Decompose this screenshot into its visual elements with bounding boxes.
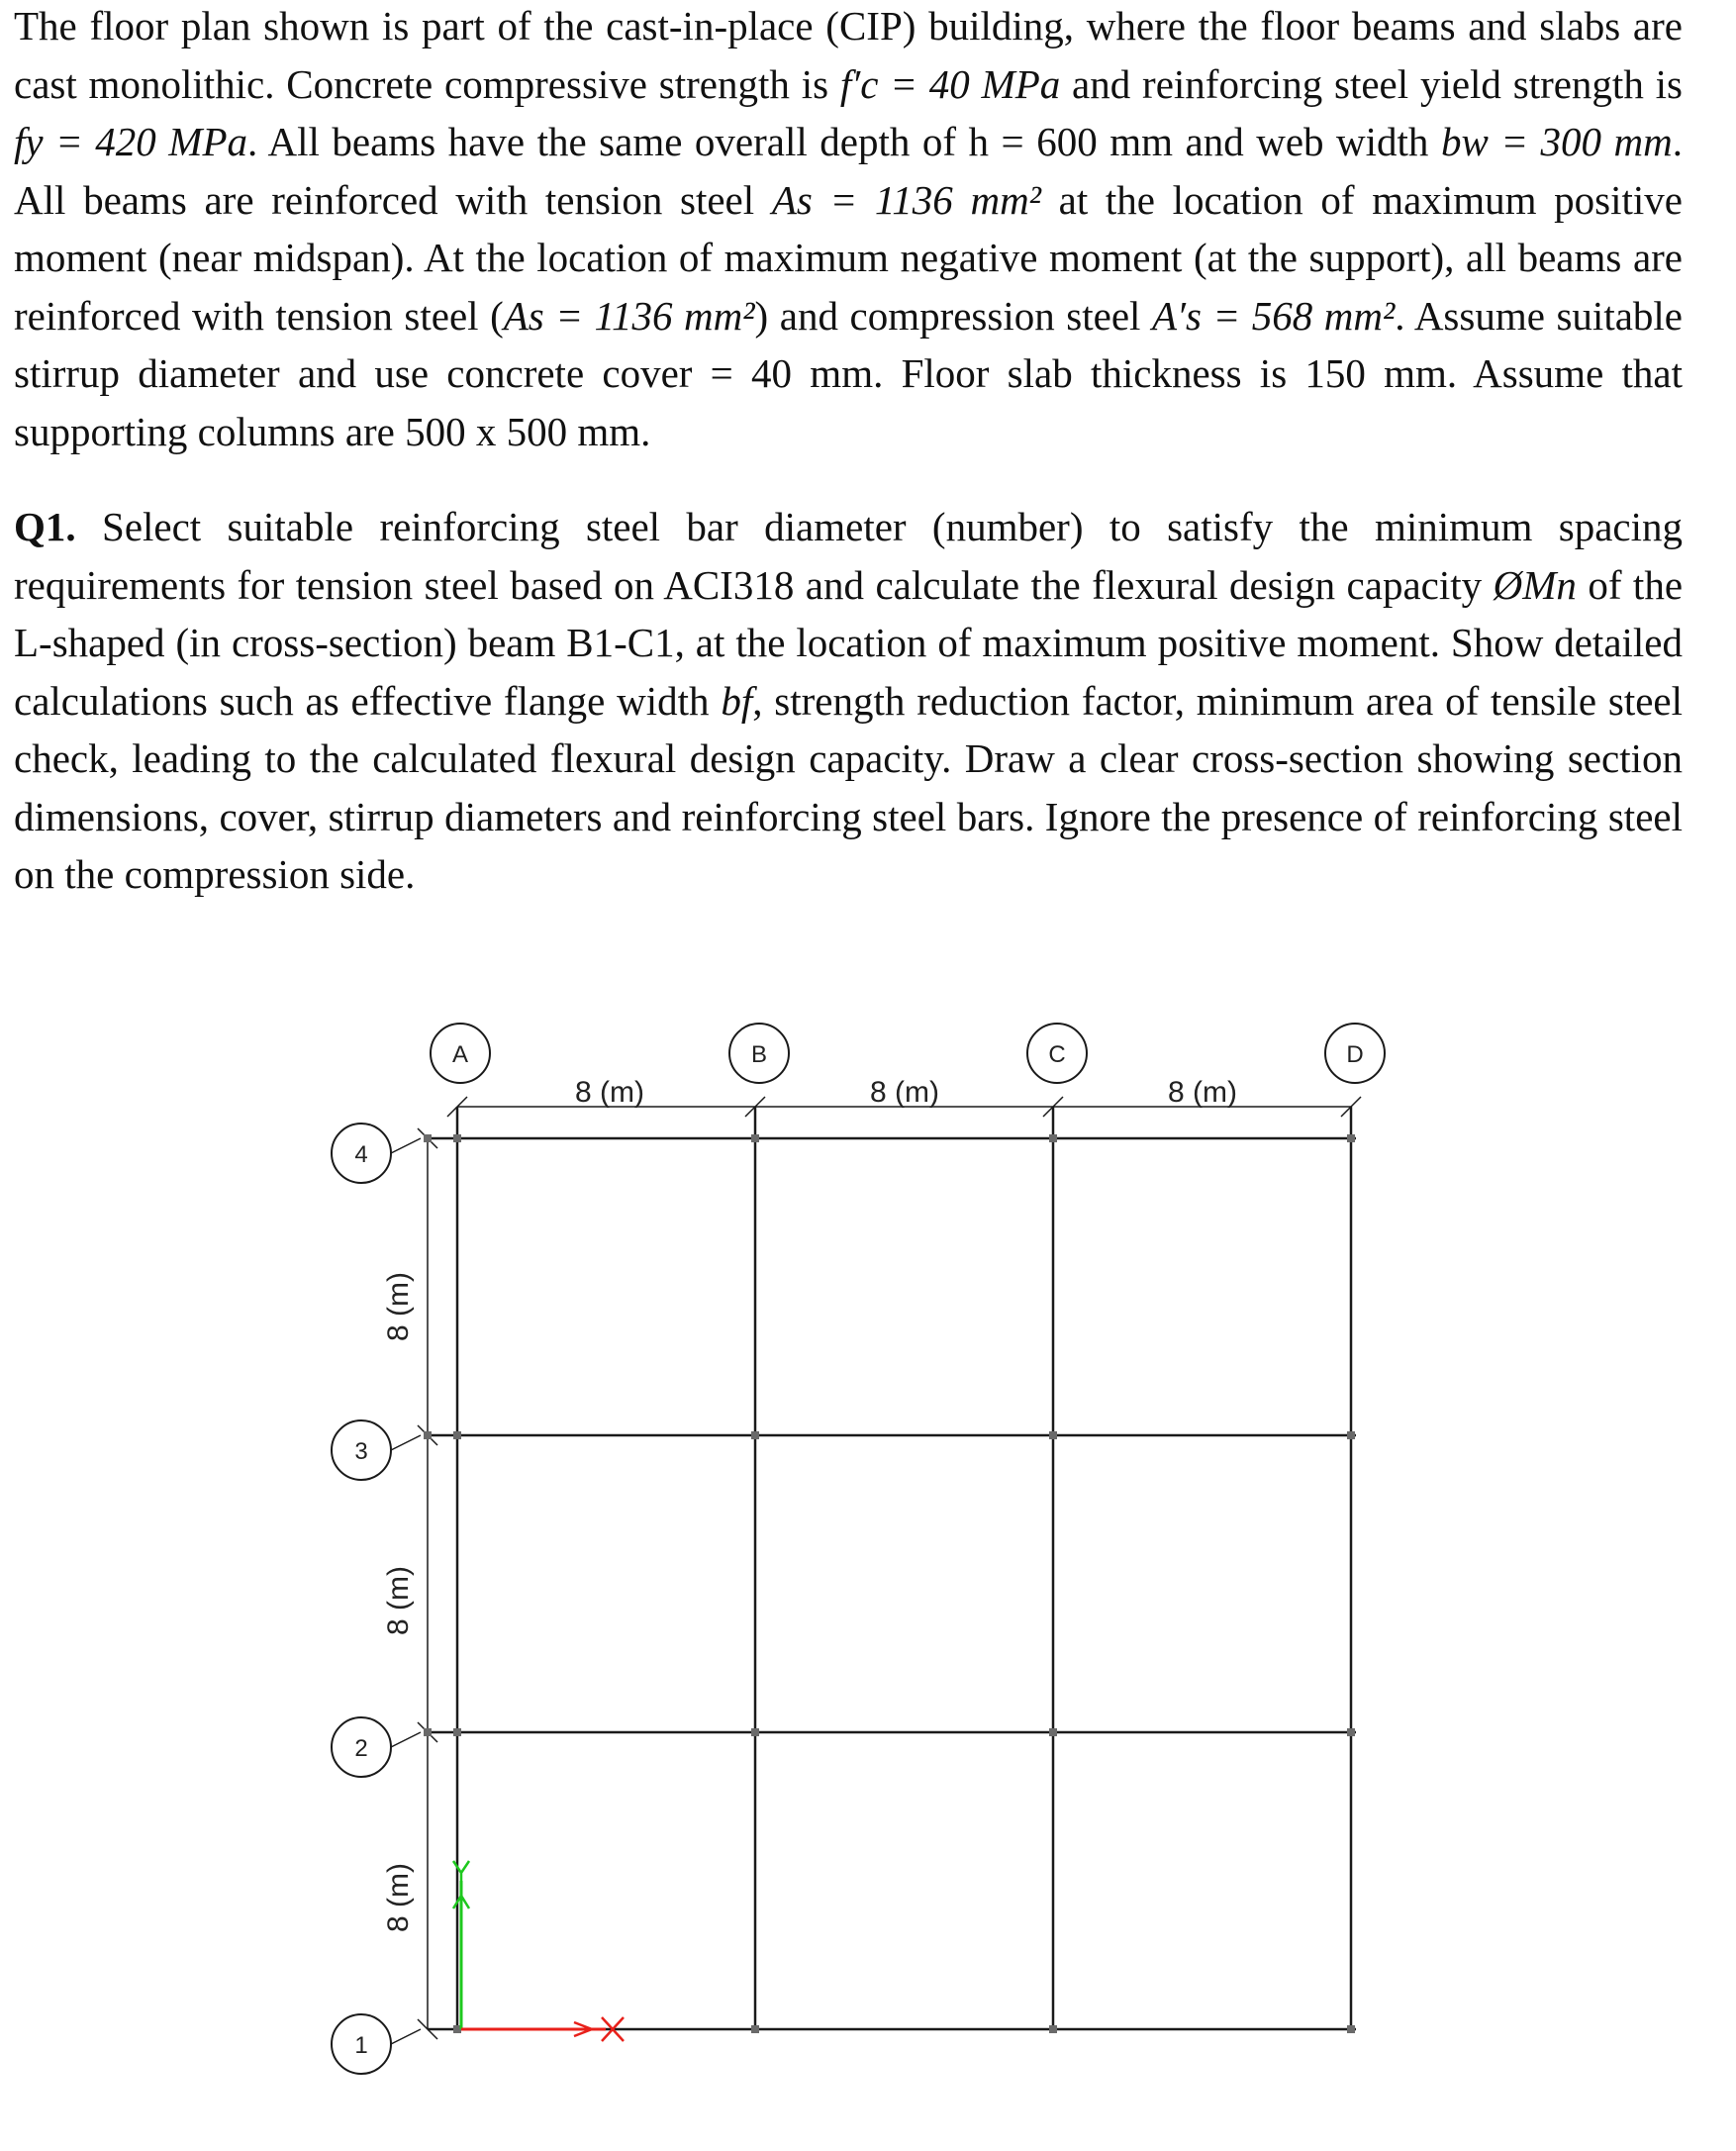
node-dim-4 [424, 1134, 432, 1142]
bubble-C-label: C [1048, 1041, 1066, 1068]
node-A3 [453, 1431, 461, 1439]
bw-symbol: bw [1440, 119, 1489, 164]
bubble-4-label: 4 [354, 1141, 368, 1168]
question-q1 [14, 498, 1683, 904]
fy-symbol: fy [14, 119, 44, 164]
floor-plan-drawing [0, 990, 1736, 2118]
node-dim-3 [424, 1431, 432, 1439]
bubble-A-label: A [451, 1041, 469, 1068]
node-C3 [1049, 1431, 1057, 1439]
bubble-2-label: 2 [354, 1735, 368, 1762]
node-D4 [1347, 1134, 1355, 1142]
bubble-3 [332, 1420, 391, 1480]
span-label-23: 8 (m) [382, 1566, 415, 1635]
ucs-axis-icon [453, 1861, 624, 2041]
intro-text-5: at the location of maximum positive moment (near midspan). At the location of maximum negative moment (at the support), all beams are reinforced with tension steel ( [14, 176, 1683, 339]
bubble-C [1027, 1024, 1087, 1083]
span-label-12: 8 (m) [382, 1863, 415, 1932]
node-D2 [1347, 1728, 1355, 1736]
problem-statement [14, 0, 1683, 460]
question-text-1: Select suitable reinforcing steel bar diameter (number) to satisfy the minimum spacing requirements for tension steel based on ACI318 and calculate the flexural design capacity [14, 504, 1683, 608]
span-label-CD: 8 (m) [1168, 1076, 1237, 1109]
as-symbol: As [771, 176, 813, 223]
intro-text-6: ) and compression steel [754, 292, 1141, 339]
as-prime-symbol: A′s [1151, 292, 1202, 339]
bubble-A [431, 1024, 490, 1083]
bubble-2 [332, 1717, 391, 1777]
as-support-symbol: As [503, 292, 544, 339]
question-label: Q1. [14, 504, 76, 549]
as-support-value: = 1136 mm² [543, 292, 755, 339]
fc-value: = 40 MPa [878, 60, 1061, 107]
bubble-3-label: 3 [354, 1438, 368, 1465]
node-C2 [1049, 1728, 1057, 1736]
bubble-B-label: B [750, 1041, 768, 1068]
span-label-AB: 8 (m) [575, 1076, 644, 1109]
intro-text-1: The floor plan shown is part of the cast-in-place (CIP) building, where the floor beams and slabs are cast monolithic. Concrete compressive strength is [14, 3, 1683, 107]
span-label-BC: 8 (m) [870, 1076, 939, 1109]
intro-text-7: . Assume suitable stirrup diameter and use concrete cover = 40 mm. Floor slab thickness is 150 mm. Assume that supporting columns are 500 x 500 mm. [14, 292, 1683, 454]
bubble-B [729, 1024, 789, 1083]
as-prime-value: = 568 mm² [1201, 292, 1396, 339]
bubble-1-label: 1 [354, 2032, 368, 2059]
as-value: = 1136 mm² [812, 176, 1041, 223]
node-dim-2 [424, 1728, 432, 1736]
question-text-2: of the L-shaped (in cross-section) beam B1-C1, at the location of maximum positive moment. Show detailed calculations such as effective flange width [14, 561, 1684, 724]
fc-symbol: f′c [839, 60, 879, 107]
column-nodes [424, 1134, 1355, 2033]
node-B1 [751, 2025, 759, 2033]
bf-symbol: bf [721, 677, 753, 724]
y-axis-letter [453, 1861, 469, 1886]
bubble-D-label: D [1346, 1041, 1364, 1068]
node-A2 [453, 1728, 461, 1736]
node-D3 [1347, 1431, 1355, 1439]
node-C1 [1049, 2025, 1057, 2033]
intro-text-2: and reinforcing steel yield strength is [1060, 60, 1683, 107]
node-B3 [751, 1431, 759, 1439]
node-B2 [751, 1728, 759, 1736]
question-text-3: , strength reduction factor, minimum area of tensile steel check, leading to the calculated flexural design capacity. Draw a clear cross-section showing section dimensions, cover, stirrup diameters and reinforcing steel bars. Ignore the presence of reinforcing steel on the compression side. [14, 677, 1683, 897]
node-B4 [751, 1134, 759, 1142]
intro-text-4: . All beams are reinforced with tension steel [14, 119, 1683, 223]
intro-text-3: . All beams have the same overall depth of h = 600 mm and web width [247, 119, 1429, 164]
node-D1 [1347, 2025, 1355, 2033]
mn-symbol: ØMn [1493, 561, 1577, 608]
bw-value: = 300 mm [1488, 119, 1673, 164]
node-C4 [1049, 1134, 1057, 1142]
bubble-D [1325, 1024, 1385, 1083]
bubble-4 [332, 1124, 391, 1183]
bubble-1 [332, 2014, 391, 2074]
node-A4 [453, 1134, 461, 1142]
fy-value: = 420 MPa [43, 119, 247, 164]
span-label-34: 8 (m) [382, 1272, 415, 1341]
